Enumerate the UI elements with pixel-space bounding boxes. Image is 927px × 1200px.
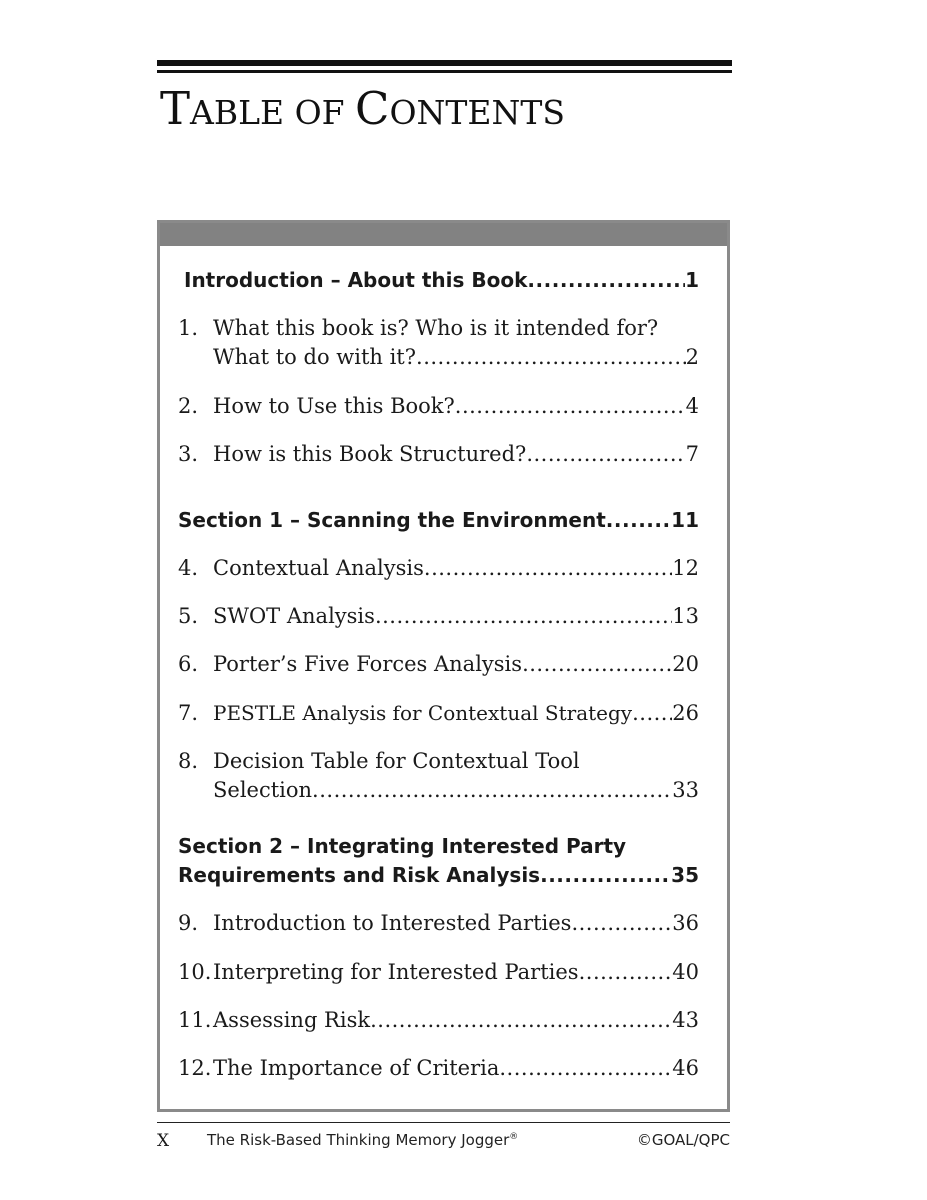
toc-entry-label: Porter’s Five Forces Analysis bbox=[213, 652, 523, 676]
toc-entry-label: The Importance of Criteria bbox=[213, 1056, 500, 1080]
toc-entry-8[interactable] bbox=[213, 776, 699, 805]
toc-entry-page: 2 bbox=[685, 345, 699, 369]
leader-dots bbox=[416, 343, 686, 372]
toc-entry-label: Interpreting for Interested Parties bbox=[213, 960, 579, 984]
leader-dots bbox=[606, 506, 671, 535]
leader-dots bbox=[526, 440, 685, 469]
toc-entry-page: 12 bbox=[672, 556, 699, 580]
toc-entry-page: 13 bbox=[672, 604, 699, 628]
toc-entry-section-2[interactable] bbox=[178, 861, 699, 890]
toc-entry-page: 33 bbox=[672, 778, 699, 802]
title-cap-2: C bbox=[355, 82, 390, 135]
toc-entry-page: 46 bbox=[672, 1056, 699, 1080]
toc-entry-page: 43 bbox=[672, 1008, 699, 1032]
toc-entry-section-1[interactable] bbox=[178, 506, 699, 535]
toc-entry-number: 6. bbox=[178, 652, 199, 676]
leader-dots bbox=[527, 266, 685, 295]
toc-entry-number: 7. bbox=[178, 701, 199, 725]
toc-entry-page: 26 bbox=[672, 701, 699, 725]
toc-entry-label: Decision Table for Contextual Tool bbox=[213, 749, 580, 773]
leader-dots bbox=[571, 909, 672, 938]
toc-entry-label: Requirements and Risk Analysis bbox=[178, 863, 541, 887]
toc-entry-page: 35 bbox=[671, 863, 699, 887]
title-rest-2: ONTENTS bbox=[389, 93, 566, 132]
toc-entry-4[interactable] bbox=[178, 554, 699, 583]
footer-rule bbox=[157, 1122, 730, 1123]
toc-entry-number: 11. bbox=[178, 1008, 212, 1032]
leader-dots bbox=[522, 650, 672, 679]
toc-entry-page: 40 bbox=[672, 960, 699, 984]
leader-dots bbox=[455, 392, 686, 421]
header-rule-thin bbox=[157, 70, 732, 73]
toc-entry-number: 9. bbox=[178, 911, 199, 935]
toc-entry-label: Introduction to Interested Parties bbox=[213, 911, 572, 935]
leader-dots bbox=[370, 1006, 672, 1035]
toc-entry-10[interactable] bbox=[178, 958, 699, 987]
toc-entry-page: 36 bbox=[672, 911, 699, 935]
toc-entry-label: What to do with it? bbox=[213, 345, 417, 369]
header-rule-thick bbox=[157, 60, 732, 66]
footer-copyright: ©GOAL/QPC bbox=[636, 1131, 730, 1149]
toc-entry-2[interactable] bbox=[178, 392, 699, 421]
toc-entry-6[interactable] bbox=[178, 650, 699, 679]
page-title bbox=[160, 82, 566, 135]
toc-entry-label: Contextual Analysis bbox=[213, 556, 424, 580]
toc-entry-1[interactable] bbox=[213, 343, 699, 372]
toc-entry-number: 8. bbox=[178, 749, 199, 773]
toc-entry-1-line1[interactable] bbox=[178, 314, 699, 343]
toc-entry-page: 1 bbox=[685, 268, 699, 292]
toc-entry-page: 11 bbox=[671, 508, 699, 532]
toc-entry-9[interactable] bbox=[178, 909, 699, 938]
leader-dots bbox=[499, 1054, 672, 1083]
registered-mark: ® bbox=[509, 1132, 519, 1142]
toc-entry-12[interactable] bbox=[178, 1054, 699, 1083]
toc-entry-5[interactable] bbox=[178, 602, 699, 631]
leader-dots bbox=[632, 699, 672, 728]
toc-entry-number: 2. bbox=[178, 394, 199, 418]
toc-entry-label: SWOT Analysis bbox=[213, 604, 375, 628]
toc-entry-label: What this book is? Who is it intended for? bbox=[213, 316, 659, 340]
footer-book-title-text: The Risk-Based Thinking Memory Jogger bbox=[207, 1131, 510, 1149]
toc-entry-page: 7 bbox=[685, 442, 699, 466]
toc-entry-3[interactable] bbox=[178, 440, 699, 469]
toc-entry-7[interactable] bbox=[178, 699, 699, 728]
toc-entry-8-line1[interactable] bbox=[178, 747, 699, 776]
footer-book-title bbox=[207, 1131, 518, 1149]
toc-entry-number: 1. bbox=[178, 316, 199, 340]
title-rest-1: ABLE OF bbox=[190, 93, 356, 132]
leader-dots bbox=[424, 554, 672, 583]
leader-dots bbox=[375, 602, 672, 631]
toc-entry-label: Introduction – About this Book bbox=[184, 268, 528, 292]
toc-entry-label: How to Use this Book? bbox=[213, 394, 455, 418]
toc-entry-introduction[interactable] bbox=[184, 266, 699, 295]
toc-entry-number: 12. bbox=[178, 1056, 212, 1080]
leader-dots bbox=[540, 861, 671, 890]
toc-entry-page: 20 bbox=[672, 652, 699, 676]
toc-header-bar bbox=[160, 223, 727, 246]
leader-dots bbox=[312, 776, 672, 805]
toc-entry-number: 10. bbox=[178, 960, 212, 984]
toc-entry-page: 4 bbox=[685, 394, 699, 418]
toc-entry-section-2-line1[interactable]: Section 2 – Integrating Interested Party bbox=[178, 834, 627, 858]
toc-entry-number: 3. bbox=[178, 442, 199, 466]
title-cap-1: T bbox=[160, 82, 191, 135]
toc-entry-label: Section 1 – Scanning the Environment bbox=[178, 508, 606, 532]
toc-entry-number: 4. bbox=[178, 556, 199, 580]
toc-box bbox=[157, 220, 730, 1112]
toc-entry-11[interactable] bbox=[178, 1006, 699, 1035]
leader-dots bbox=[579, 958, 673, 987]
footer-page-number: X bbox=[157, 1131, 170, 1151]
toc-entry-number: 5. bbox=[178, 604, 199, 628]
toc-entry-label: PESTLE Analysis for Contextual Strategy bbox=[213, 701, 633, 725]
toc-entry-label: How is this Book Structured? bbox=[213, 442, 527, 466]
toc-entry-label: Assessing Risk bbox=[213, 1008, 371, 1032]
toc-entry-label: Selection bbox=[213, 778, 313, 802]
